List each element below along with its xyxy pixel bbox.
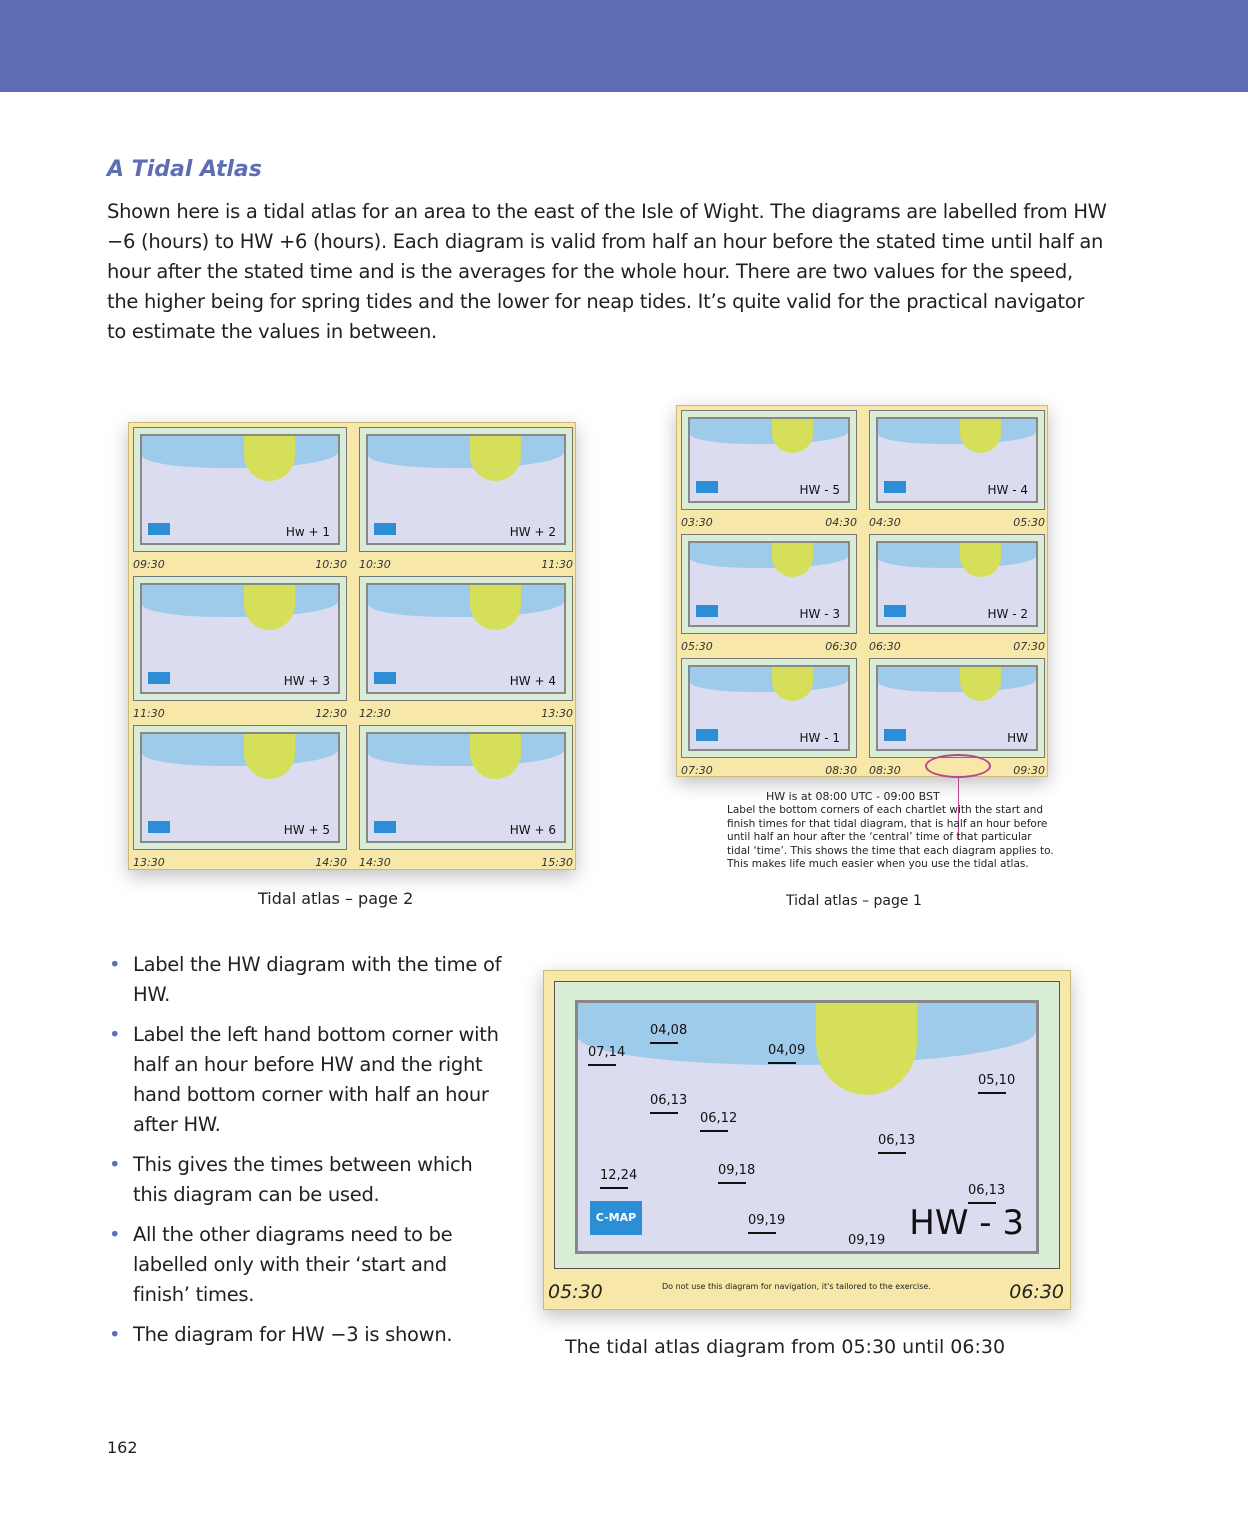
intro-paragraph: Shown here is a tidal atlas for an area to the east of the Isle of Wight. The diagrams are labelled from HW −6 (hours) to HW +6 (hours). Each diagram is valid from half an hour before the stated time until half an hour after the stated time and is the averages for the whole hour. There are two values for the speed, the higher being for spring tides and the lower for neap tides. It’s quite valid for the practical navigator to estimate the values in between. [107, 200, 1107, 343]
chartlet-end-time: 13:30 [541, 707, 573, 720]
chartlet [129, 423, 351, 572]
chartlet-end-time: 09:30 [1013, 764, 1045, 777]
cmap-logo [884, 605, 906, 617]
chartlet [129, 721, 351, 870]
tidal-rate-arrow: 06,13 [968, 1183, 1005, 1204]
tidal-rate-arrow: 05,10 [978, 1073, 1015, 1094]
chartlet-end-time: 06:30 [825, 640, 857, 653]
tidal-rate-arrow: 09,18 [718, 1163, 755, 1184]
cmap-logo [884, 481, 906, 493]
chartlet-label: HW [1007, 731, 1028, 745]
page-number: 162 [107, 1438, 138, 1457]
chartlet-label: HW - 1 [799, 731, 840, 745]
tidal-rate-arrow: 04,08 [650, 1023, 687, 1044]
chartlet [677, 530, 861, 654]
cmap-logo [374, 523, 396, 535]
chartlet-start-time: 13:30 [133, 856, 165, 869]
section-title: A Tidal Atlas [107, 157, 262, 182]
chartlet-start-time: 11:30 [133, 707, 165, 720]
chartlet-label: HW - 2 [987, 607, 1028, 621]
tidal-rate-arrow: 04,09 [768, 1043, 805, 1064]
chartlet-start-time: 07:30 [681, 764, 713, 777]
tidal-rate-arrow: 12,24 [600, 1168, 637, 1189]
chartlet-label: HW + 2 [509, 525, 556, 539]
cmap-logo [884, 729, 906, 741]
annotation-text: Label the bottom corners of each chartlet with the start and finish times for that tidal diagram, that is half an hour before until half an hour after the ‘central’ time of that particular tidal ‘time’. This shows the time that each diagram applies to. This makes life much easier when you use the tidal atlas. [727, 804, 1054, 870]
chartlet-start-time: 05:30 [681, 640, 713, 653]
disclaimer: Do not use this diagram for navigation, it's tailored to the exercise. [662, 1282, 931, 1291]
cmap-logo: C-MAP [590, 1201, 642, 1235]
cmap-logo [374, 672, 396, 684]
hw-note: HW is at 08:00 UTC - 09:00 BST [766, 790, 940, 803]
tidal-rate-arrow: 09,19 [848, 1233, 885, 1254]
header-band [0, 0, 1248, 92]
chartlet [355, 423, 577, 572]
isle-of-wight-land [816, 1000, 917, 1095]
tidal-atlas-page-2 [128, 422, 576, 870]
chartlet-start-time: 06:30 [869, 640, 901, 653]
page-1-caption: Tidal atlas – page 1 [786, 893, 922, 909]
chartlet-end-time: 11:30 [541, 558, 573, 571]
chartlet-start-time: 10:30 [359, 558, 391, 571]
cmap-logo [148, 523, 170, 535]
chartlet-label: HW + 6 [509, 823, 556, 837]
chartlet-end-time: 08:30 [825, 764, 857, 777]
list-item: • All the other diagrams need to be labelled only with their ‘start and finish’ times. [107, 1220, 507, 1310]
diagram-label: HW - 3 [909, 1203, 1024, 1243]
page-2-caption: Tidal atlas – page 2 [258, 889, 414, 908]
hw-time-highlight [925, 754, 991, 778]
cmap-logo [696, 729, 718, 741]
end-time: 06:30 [1009, 1281, 1064, 1303]
list-item: • This gives the times between which this diagram can be used. [107, 1150, 507, 1210]
cmap-logo [696, 481, 718, 493]
cmap-logo [148, 821, 170, 833]
cmap-logo [696, 605, 718, 617]
tidal-rate-arrow: 07,14 [588, 1045, 625, 1066]
chartlet-label: HW - 4 [987, 483, 1028, 497]
chartlet-end-time: 14:30 [315, 856, 347, 869]
chartlet [865, 406, 1049, 530]
tidal-rate-arrow: 06,13 [878, 1133, 915, 1154]
tidal-atlas-page-1 [676, 405, 1048, 777]
chartlet-start-time: 09:30 [133, 558, 165, 571]
chartlet [355, 572, 577, 721]
chartlet [677, 406, 861, 530]
list-item: • Label the left hand bottom corner with half an hour before HW and the right hand bottom corner with half an hour after HW. [107, 1020, 507, 1140]
list-item: • The diagram for HW −3 is shown. [107, 1320, 507, 1350]
cmap-logo [148, 672, 170, 684]
cmap-logo [374, 821, 396, 833]
chartlet-end-time: 07:30 [1013, 640, 1045, 653]
list-item: • Label the HW diagram with the time of HW. [107, 950, 507, 1010]
chartlet-end-time: 15:30 [541, 856, 573, 869]
chartlet-end-time: 12:30 [315, 707, 347, 720]
chartlet-start-time: 08:30 [869, 764, 901, 777]
chartlet-label: HW + 4 [509, 674, 556, 688]
chartlet-start-time: 12:30 [359, 707, 391, 720]
chartlet-start-time: 03:30 [681, 516, 713, 529]
diagram-caption: The tidal atlas diagram from 05:30 until 06:30 [565, 1336, 1006, 1358]
chartlet-label: HW + 5 [283, 823, 330, 837]
chartlet-end-time: 10:30 [315, 558, 347, 571]
tidal-rate-arrow: 06,13 [650, 1093, 687, 1114]
chartlet-end-time: 05:30 [1013, 516, 1045, 529]
chartlet-end-time: 04:30 [825, 516, 857, 529]
chartlet-label: HW - 3 [799, 607, 840, 621]
chartlet-label: HW - 5 [799, 483, 840, 497]
chartlet-start-time: 04:30 [869, 516, 901, 529]
chartlet-start-time: 14:30 [359, 856, 391, 869]
tidal-rate-arrow: 09,19 [748, 1213, 785, 1234]
chartlet [865, 530, 1049, 654]
tidal-rate-arrow: 06,12 [700, 1111, 737, 1132]
chartlet [677, 654, 861, 778]
chartlet-label: HW + 3 [283, 674, 330, 688]
bullet-list [107, 950, 507, 1360]
chartlet [355, 721, 577, 870]
chartlet [129, 572, 351, 721]
start-time: 05:30 [548, 1281, 603, 1303]
hw-minus-3-diagram [543, 970, 1071, 1310]
chartlet-label: Hw + 1 [285, 525, 330, 539]
